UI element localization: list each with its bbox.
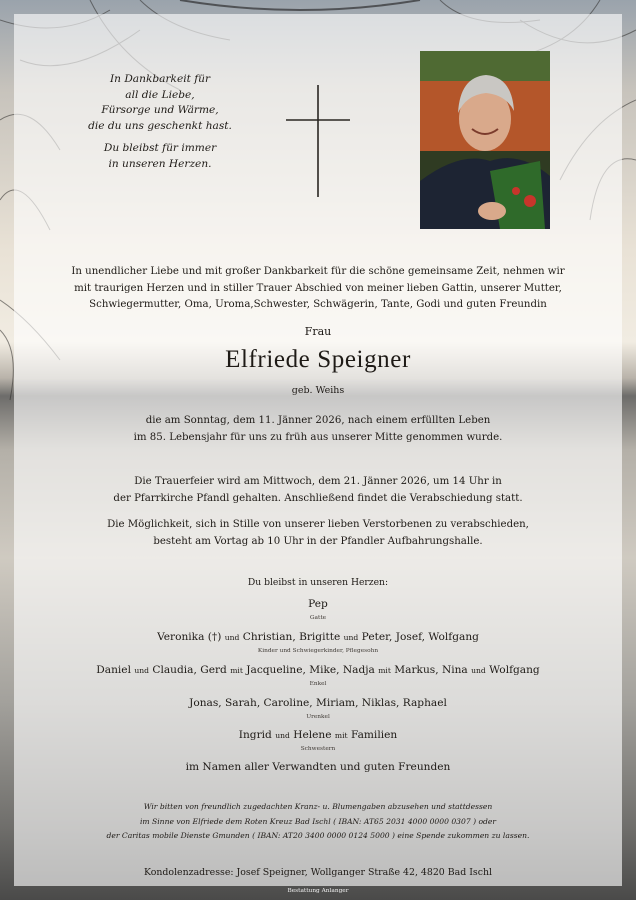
request-line: im Sinne von Elfriede dem Roten Kreuz Bad Ischl ( IBAN: AT65 2031 4000 0000 0307 ) oder [140,816,496,826]
death-notice [40,413,596,446]
request-line: Wir bitten von freundlich zugedachten Kranz- u. Blumengaben abzusehen und stattdessen [143,802,493,811]
verse-line: all die Liebe, [125,88,195,101]
donation-request [40,800,596,844]
deceased-name: Elfriede Speigner [225,346,411,373]
mourners-title: Du bleibst in unseren Herzen: [247,577,389,588]
husband-name: Pep [308,598,328,610]
birth-name: geb. Weihs [291,385,345,396]
sibling-name: Ingrid [238,729,272,741]
intro-line: Schwiegermutter, Oma, Uroma,Schwester, Schwägerin, Tante, Godi und guten Freundin [89,299,547,310]
children-names [0,631,636,643]
conjunction: und [275,731,290,740]
farewell-notice [40,517,596,550]
verse-line: Du bleibst für immer [103,142,217,154]
child-name: Christian, Brigitte [242,631,341,643]
verse-line: die du uns geschenkt hast. [88,119,232,132]
grandchild-name: Wolfgang [489,664,540,676]
salutation: Frau [304,325,332,338]
verse-line: in unseren Herzen. [108,157,212,170]
siblings-names [0,729,636,741]
conjunction: mit [334,731,348,740]
intro-line: In unendlicher Liebe und mit großer Dankbarkeit für die schöne gemeinsame Zeit, nehmen wir [71,266,565,277]
farewell-line: Die Möglichkeit, sich in Stille von unserer lieben Verstorbenen zu verabschieden, [107,519,529,530]
great-grandchildren-names: Jonas, Sarah, Caroline, Miriam, Niklas, Raphael [189,697,447,709]
ceremony-line: Die Trauerfeier wird am Mittwoch, dem 21. Jänner 2026, um 14 Uhr in [134,476,502,487]
ceremony-line: der Pfarrkirche Pfandl gehalten. Anschließend findet die Verabschiedung statt. [113,492,523,504]
conjunction: und [343,633,359,642]
cross-icon [283,85,353,197]
closing-line: im Namen aller Verwandten und guten Freunden [185,761,451,773]
grandchildren-role: Enkel [309,681,327,687]
child-name: Peter, Josef, Wolfgang [361,631,479,643]
memorial-verse [70,72,250,179]
funeral-home: Bestattung Anlanger [287,888,349,894]
grandchild-name: Markus, Nina [394,664,468,676]
farewell-line: besteht am Vortag ab 10 Uhr in der Pfandler Aufbahrungshalle. [153,535,483,547]
sibling-name: Helene [293,729,332,741]
death-line: die am Sonntag, dem 11. Jänner 2026, nach einem erfüllten Leben [145,415,491,426]
children-role: Kinder und Schwiegerkinder, Pflegesohn [257,648,379,654]
intro-text [66,264,570,314]
intro-line: mit traurigen Herzen und in stiller Trauer Abschied von meiner lieben Gattin, unserer Mutter, [74,282,562,294]
condolence-address: Kondolenzadresse: Josef Speigner, Wollganger Straße 42, 4820 Bad Ischl [143,867,493,878]
conjunction: und [134,666,149,675]
ceremony-notice [40,474,596,507]
grandchildren-names [0,664,636,676]
death-line: im 85. Lebensjahr für uns zu früh aus unserer Mitte genommen wurde. [133,431,503,443]
great-grandchildren-role: Urenkel [306,714,330,720]
conjunction: mit [378,666,391,675]
grandchild-name: Claudia, Gerd [152,664,227,676]
husband-role: Gatte [309,615,327,621]
portrait-photo [420,51,550,229]
child-name: Veronika (†) [157,631,222,643]
grandchild-name: Jacqueline, Mike, Nadja [246,664,375,676]
siblings-role: Schwestern [300,746,336,752]
verse-line: Fürsorge und Wärme, [101,104,219,116]
sibling-name: Familien [350,729,398,741]
portrait-illustration [420,51,550,229]
conjunction: mit [230,666,243,675]
conjunction: und [224,633,240,642]
request-line: der Caritas mobile Dienste Gmunden ( IBAN: AT20 3400 0000 0124 5000 ) eine Spende zukommen zu lassen. [106,831,530,840]
verse-line: In Dankbarkeit für [109,73,211,85]
grandchild-name: Daniel [96,664,131,676]
conjunction: und [471,666,486,675]
